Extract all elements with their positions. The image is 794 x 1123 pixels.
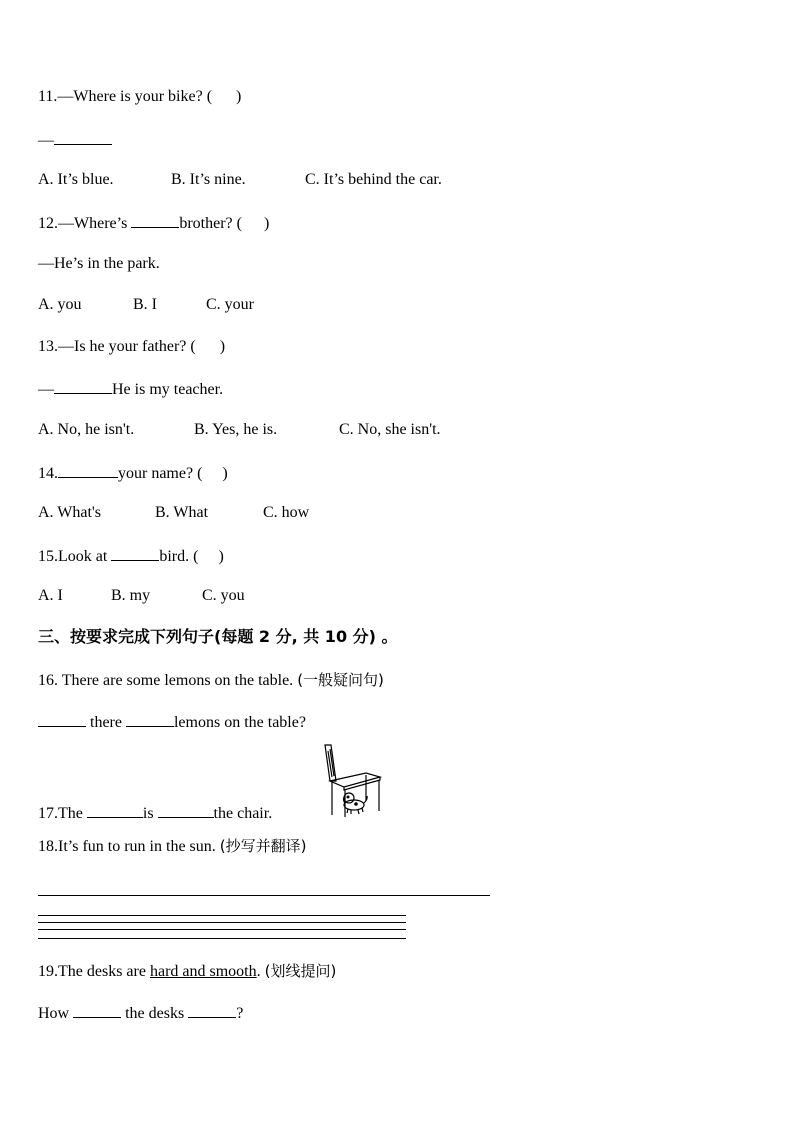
answer-blank[interactable] xyxy=(158,802,214,818)
option-c[interactable]: C. you xyxy=(202,587,245,604)
writing-staff-line[interactable] xyxy=(38,915,406,916)
option-a[interactable]: A. No, he isn't. xyxy=(38,421,135,438)
q19-sentence: 19.The desks are hard and smooth. (划线提问) xyxy=(38,962,337,980)
copy-line[interactable] xyxy=(38,895,490,896)
q13-question: 13.—Is he your father? ( ) xyxy=(38,338,226,355)
q13-answer-line: — He is my teacher. xyxy=(38,378,223,400)
option-a[interactable]: A. What's xyxy=(38,504,102,521)
q14-options xyxy=(38,503,309,523)
writing-staff-line[interactable] xyxy=(38,938,406,939)
chair-seat xyxy=(330,773,380,787)
q15-question: 15.Look at bird. ( ) xyxy=(38,545,224,567)
answer-blank[interactable] xyxy=(73,1002,121,1018)
answer-blank[interactable] xyxy=(126,711,174,727)
option-c[interactable]: C. how xyxy=(263,504,310,521)
q11-options xyxy=(38,170,442,190)
q19-answer-line: How the desks ? xyxy=(38,1002,243,1024)
option-a[interactable]: A. I xyxy=(38,587,63,604)
answer-blank[interactable] xyxy=(188,1002,236,1018)
option-b[interactable]: B. It’s nine. xyxy=(171,171,246,188)
answer-blank[interactable] xyxy=(54,129,112,145)
underlined-phrase: hard and smooth xyxy=(149,963,257,980)
q18-sentence: 18.It’s fun to run in the sun. (抄写并翻译) xyxy=(38,837,307,855)
q14-question: 14. your name? ( ) xyxy=(38,462,228,484)
answer-blank[interactable] xyxy=(58,462,118,478)
option-c[interactable]: C. your xyxy=(206,296,254,313)
option-b[interactable]: B. my xyxy=(111,587,151,604)
writing-staff-line[interactable] xyxy=(38,929,406,930)
option-b[interactable]: B. I xyxy=(133,296,157,313)
q11-question: 11.—Where is your bike? ( ) xyxy=(38,88,242,105)
option-a[interactable]: A. you xyxy=(38,296,82,313)
option-a[interactable]: A. It’s blue. xyxy=(38,171,114,188)
section-heading: 三、按要求完成下列句子(每题 2 分, 共 10 分) 。 xyxy=(38,627,398,646)
option-b[interactable]: B. Yes, he is. xyxy=(194,421,278,438)
option-c[interactable]: C. No, she isn't. xyxy=(339,421,441,438)
q12-options xyxy=(38,295,254,315)
answer-blank[interactable] xyxy=(38,711,86,727)
answer-blank[interactable] xyxy=(54,378,112,394)
q13-options xyxy=(38,420,441,440)
q15-options xyxy=(38,586,245,606)
answer-blank[interactable] xyxy=(87,802,143,818)
chair-with-dog-illustration xyxy=(322,743,386,819)
q17-sentence: 17.The is the chair. xyxy=(38,802,272,824)
q12-answer: —He’s in the park. xyxy=(38,255,160,272)
q16-sentence: 16. There are some lemons on the table. (一般疑问句) xyxy=(38,671,384,689)
writing-staff-line[interactable] xyxy=(38,922,406,923)
answer-blank[interactable] xyxy=(131,212,179,228)
option-c[interactable]: C. It’s behind the car. xyxy=(305,171,442,188)
q11-answer-line: — xyxy=(38,129,112,151)
dog-figure xyxy=(344,793,368,814)
answer-blank[interactable] xyxy=(111,545,159,561)
q12-question: 12.—Where’s brother? ( ) xyxy=(38,212,269,234)
option-b[interactable]: B. What xyxy=(155,504,209,521)
q16-answer-line: there lemons on the table? xyxy=(38,711,306,733)
